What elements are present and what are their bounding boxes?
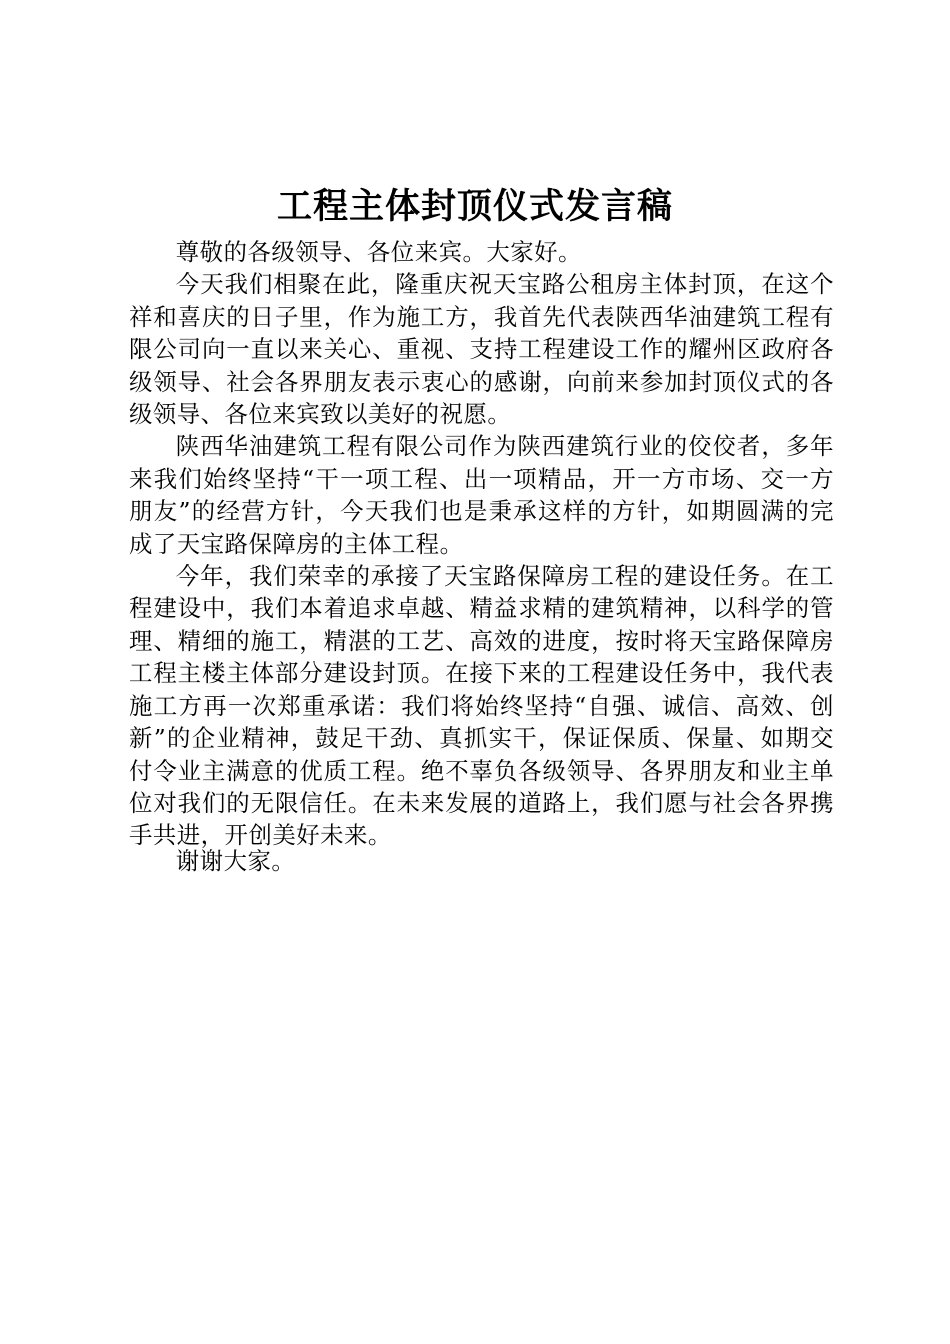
- greeting-paragraph: 尊敬的各级领导、各位来宾。大家好。: [175, 238, 582, 266]
- paragraph-opening: 今天我们相聚在此，隆重庆祝天宝路公租房主体封顶，在这个祥和喜庆的日子里，作为施工方，我首先代表陕西华油建筑工程有限公司向一直以来关心、重视、支持工程建设工作的耀州区政府各级领导、社会各界朋友表示衷心的感谢，向前来参加封顶仪式的各级领导、各位来宾致以美好的祝愿。: [129, 270, 834, 429]
- paragraph-commitment: 今年，我们荣幸的承接了天宝路保障房工程的建设任务。在工程建设中，我们本着追求卓越、精益求精的建筑精神，以科学的管理、精细的施工，精湛的工艺、高效的进度，按时将天宝路保障房工程主楼主体部分建设封顶。在接下来的工程建设任务中，我代表施工方再一次郑重承诺：我们将始终坚持“自强、诚信、高效、创新”的企业精神，鼓足干劲、真抓实干，保证保质、保量、如期交付令业主满意的优质工程。绝不辜负各级领导、各界朋友和业主单位对我们的无限信任。在未来发展的道路上，我们愿与社会各界携手共进，开创美好未来。: [129, 562, 834, 850]
- document-body: [129, 236, 834, 852]
- paragraph-company: 陕西华油建筑工程有限公司作为陕西建筑行业的佼佼者，多年来我们始终坚持“干一项工程、出一项精品，开一方市场、交一方朋友”的经营方针，今天我们也是秉承这样的方针，如期圆满的完成了天宝路保障房的主体工程。: [129, 432, 834, 558]
- document-title: 工程主体封顶仪式发言稿: [276, 186, 673, 227]
- closing-paragraph: 谢谢大家。: [175, 847, 296, 875]
